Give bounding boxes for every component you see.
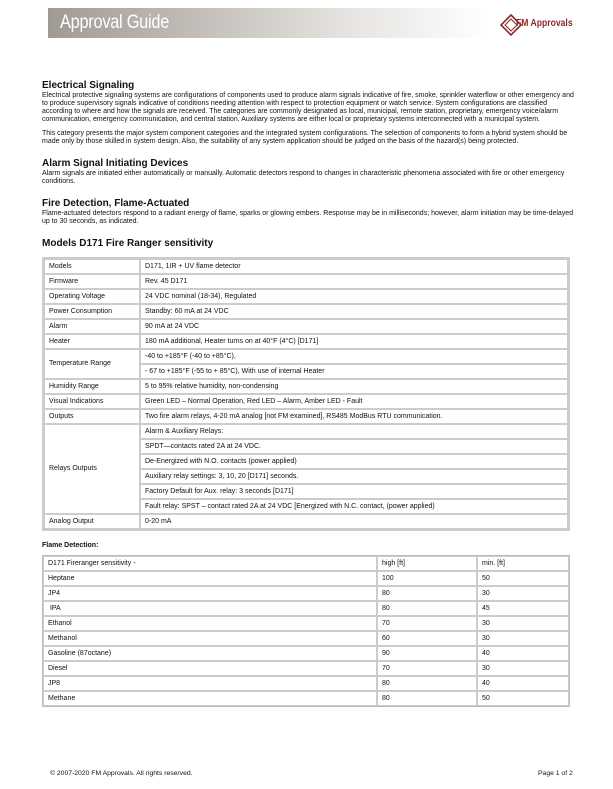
flame-cell: 30	[477, 661, 569, 676]
flame-cell: 80	[377, 676, 477, 691]
flame-row	[43, 661, 569, 676]
models-heading: Models D171 Fire Ranger sensitivity	[42, 238, 214, 249]
spec-row	[44, 409, 568, 424]
spec-value: Rev. 45 D171	[140, 274, 568, 289]
flame-cell: 70	[377, 616, 477, 631]
copyright: © 2007-2020 FM Approvals. All rights reserved.	[50, 770, 193, 777]
spec-label: Alarm	[44, 319, 140, 334]
spec-value: - 67 to +185°F (-55 to + 85°C), With use of internal Heater	[140, 364, 568, 379]
spec-value: -40 to +185°F (-40 to +85°C),	[140, 349, 568, 364]
flame-cell: 50	[477, 571, 569, 586]
spec-value: 0-20 mA	[140, 514, 568, 529]
spec-row	[44, 304, 568, 319]
spec-label: Firmware	[44, 274, 140, 289]
main-content	[42, 80, 578, 707]
spec-label: Analog Output	[44, 514, 140, 529]
section-heading: Electrical Signaling	[42, 80, 135, 91]
flame-cell: 30	[477, 631, 569, 646]
spec-label: Power Consumption	[44, 304, 140, 319]
flame-cell: 90	[377, 646, 477, 661]
page-number: Page 1 of 2	[538, 770, 573, 777]
flame-cell: 40	[477, 646, 569, 661]
spec-row	[44, 349, 568, 364]
spec-row	[44, 424, 568, 439]
flame-cell: 30	[477, 616, 569, 631]
flame-table	[42, 555, 570, 707]
flame-cell: 45	[477, 601, 569, 616]
spec-value: SPDT—contacts rated 2A at 24 VDC.	[140, 439, 568, 454]
flame-row	[43, 601, 569, 616]
spec-row	[44, 259, 568, 274]
spec-value: Alarm & Auxiliary Relays:	[140, 424, 568, 439]
spec-row	[44, 319, 568, 334]
flame-detection-heading: Flame Detection:	[42, 542, 99, 549]
header-banner	[48, 8, 488, 38]
flame-cell: 100	[377, 571, 477, 586]
logo-text: FM Approvals	[516, 17, 573, 29]
flame-row	[43, 691, 569, 706]
spec-value: D171, 1IR + UV flame detector	[140, 259, 568, 274]
flame-row	[43, 586, 569, 601]
paragraph: This category presents the major system component categories and the integrated system configurations. The selection of components to form a hybrid system should be made only by those skilled in system design. Also, the suitability of any system application should be judged on the basis of the hazard(s) being protected.	[42, 130, 568, 145]
spec-value: 24 VDC nominal (18-34), Regulated	[140, 289, 568, 304]
spec-row	[44, 394, 568, 409]
flame-row	[43, 646, 569, 661]
paragraph: Alarm signals are initiated either automatically or manually. Automatic detectors respond to changes in characteristic phenomena associated with fire or other emergency conditions.	[42, 170, 565, 185]
spec-value: De-Energized with N.O. contacts (power applied)	[140, 454, 568, 469]
flame-row	[43, 571, 569, 586]
paragraph: Electrical protective signaling systems are configurations of components used to produce alarm signals indicative of fire, smoke, sprinkler waterflow or other emergency and to produce supervisory signals indicative of conditions needing attention with respect to protection equipment or watch service. System configurations are classified according to where and how the signals are received. The categories are commonly designated as local, municipal, remote station, proprietary, emergency voice/alarm communication, emergency communication, and central station. Auxiliary systems are either local or proprietary systems interconnected with a municipal system.	[42, 92, 574, 123]
flame-cell: 60	[377, 631, 477, 646]
spec-label: Operating Voltage	[44, 289, 140, 304]
flame-cell: IPA	[43, 601, 377, 616]
flame-cell: Diesel	[43, 661, 377, 676]
flame-cell: 80	[377, 586, 477, 601]
section-heading: Alarm Signal Initiating Devices	[42, 158, 189, 169]
fm-approvals-logo	[500, 14, 572, 36]
flame-cell: 80	[377, 691, 477, 706]
guide-title: Approval Guide	[60, 12, 170, 33]
spec-value: 180 mA additional, Heater turns on at 40°F (4°C) [D171]	[140, 334, 568, 349]
flame-header-row	[43, 556, 569, 571]
flame-header-cell: D171 Fireranger sensitivity -	[43, 556, 377, 571]
flame-cell: Methane	[43, 691, 377, 706]
flame-cell: JP8	[43, 676, 377, 691]
flame-cell: 40	[477, 676, 569, 691]
flame-row	[43, 616, 569, 631]
spec-row	[44, 514, 568, 529]
flame-cell: 50	[477, 691, 569, 706]
spec-value: Factory Default for Aux. relay: 3 seconds [D171]	[140, 484, 568, 499]
spec-value: 5 to 95% relative humidity, non-condensing	[140, 379, 568, 394]
spec-value: Two fire alarm relays, 4-20 mA analog [not FM examined], RS485 ModBus RTU communication.	[140, 409, 568, 424]
spec-row	[44, 379, 568, 394]
spec-label: Relays Outputs	[44, 424, 140, 514]
spec-label: Heater	[44, 334, 140, 349]
flame-header-cell: high [ft]	[377, 556, 477, 571]
flame-cell: Ethanol	[43, 616, 377, 631]
spec-value: Auxiliary relay settings: 3, 10, 20 [D171] seconds.	[140, 469, 568, 484]
spec-label: Outputs	[44, 409, 140, 424]
flame-cell: Heptane	[43, 571, 377, 586]
flame-cell: Gasoline (87octane)	[43, 646, 377, 661]
spec-row	[44, 274, 568, 289]
spec-value: Fault relay: SPST – contact rated 2A at 24 VDC [Energized with N.C. contact, (power applied)	[140, 499, 568, 514]
spec-label: Models	[44, 259, 140, 274]
section-heading: Fire Detection, Flame-Actuated	[42, 198, 190, 209]
specs-table	[42, 257, 570, 531]
spec-label: Visual Indications	[44, 394, 140, 409]
spec-value: Standby: 60 mA at 24 VDC	[140, 304, 568, 319]
spec-value: 90 mA at 24 VDC	[140, 319, 568, 334]
flame-cell: 80	[377, 601, 477, 616]
flame-row	[43, 676, 569, 691]
spec-value: Green LED – Normal Operation, Red LED – Alarm, Amber LED - Fault	[140, 394, 568, 409]
flame-row	[43, 631, 569, 646]
spec-row	[44, 289, 568, 304]
flame-cell: 30	[477, 586, 569, 601]
flame-cell: Methanol	[43, 631, 377, 646]
spec-label: Temperature Range	[44, 349, 140, 379]
spec-row	[44, 334, 568, 349]
paragraph: Flame-actuated detectors respond to a radiant energy of flame, sparks or glowing embers. Response may be in milliseconds; however, alarm initiation may be time-delayed up to 30 seconds, as indicated.	[42, 210, 574, 225]
spec-label: Humidity Range	[44, 379, 140, 394]
flame-cell: 70	[377, 661, 477, 676]
flame-cell: JP4	[43, 586, 377, 601]
flame-header-cell: min. [ft]	[477, 556, 569, 571]
